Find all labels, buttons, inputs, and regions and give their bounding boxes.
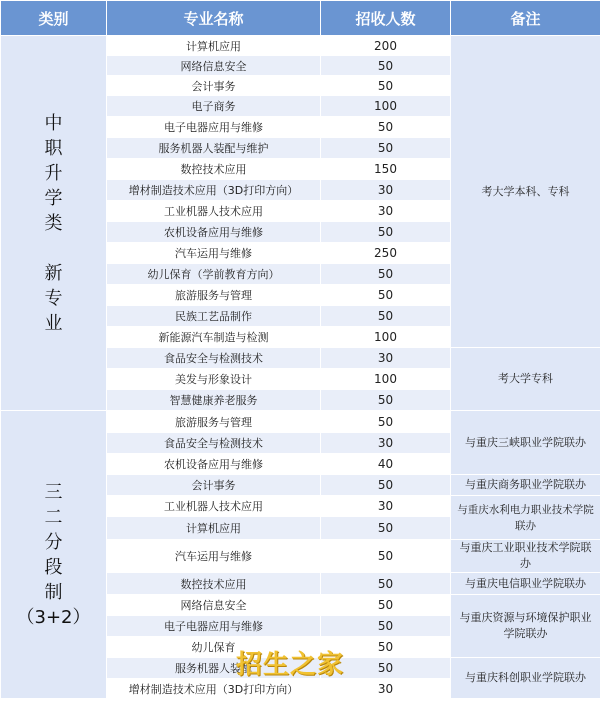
category-char: 中 xyxy=(44,112,63,134)
major-name: 美发与形象设计 xyxy=(107,369,321,390)
enrollment-count: 100 xyxy=(321,96,451,117)
major-name: 智慧健康养老服务 xyxy=(107,390,321,411)
enrollment-count: 50 xyxy=(321,595,451,616)
category-char: 三 xyxy=(44,481,63,503)
category-char: 业 xyxy=(44,312,63,334)
watermark-logo: 招生之家 xyxy=(236,650,345,680)
major-name: 幼儿保育 xyxy=(107,637,321,658)
enrollment-count: 30 xyxy=(321,180,451,201)
category-char: 类 xyxy=(44,212,63,234)
major-name: 会计事务 xyxy=(107,475,321,496)
enrollment-count: 30 xyxy=(321,433,451,454)
category-char: 制 xyxy=(44,581,63,603)
major-name: 增材制造技术应用（3D打印方向） xyxy=(107,679,321,699)
category-char: 专 xyxy=(44,287,63,309)
major-name: 数控技术应用 xyxy=(107,573,321,595)
category-cell xyxy=(1,411,107,699)
enrollment-count: 50 xyxy=(321,138,451,159)
major-name: 工业机器人技术应用 xyxy=(107,496,321,517)
header-row xyxy=(1,1,600,36)
major-name: 电子电器应用与维修 xyxy=(107,616,321,637)
major-name: 汽车运用与维修 xyxy=(107,243,321,264)
category-char: 段 xyxy=(44,556,63,578)
major-name: 电子电器应用与维修 xyxy=(107,117,321,138)
major-name: 民族工艺品制作 xyxy=(107,306,321,327)
enrollment-count: 50 xyxy=(321,637,451,658)
category-char: 升 xyxy=(44,162,63,184)
enrollment-count: 30 xyxy=(321,679,451,699)
header-notes: 备注 xyxy=(451,1,600,36)
major-name: 计算机应用 xyxy=(107,36,321,56)
category-char: （3+2） xyxy=(16,606,91,628)
header-category: 类别 xyxy=(1,1,107,36)
enrollment-count: 50 xyxy=(321,411,451,433)
notes-cell: 与重庆商务职业学院联办 xyxy=(451,475,600,496)
enrollment-count: 50 xyxy=(321,540,451,573)
major-name: 旅游服务与管理 xyxy=(107,285,321,306)
major-name: 旅游服务与管理 xyxy=(107,411,321,433)
major-name: 服务机器人装配 xyxy=(107,658,321,679)
enrollment-count: 50 xyxy=(321,56,451,76)
major-name: 农机设备应用与维修 xyxy=(107,454,321,475)
table-row xyxy=(1,411,600,433)
enrollment-count: 30 xyxy=(321,496,451,517)
major-name: 幼儿保育（学前教育方向） xyxy=(107,264,321,285)
enrollment-count: 150 xyxy=(321,159,451,180)
major-name: 农机设备应用与维修 xyxy=(107,222,321,243)
table-row xyxy=(1,36,600,56)
header-count: 招收人数 xyxy=(321,1,451,36)
major-name: 网络信息安全 xyxy=(107,56,321,76)
enrollment-count: 100 xyxy=(321,327,451,348)
enrollment-count: 50 xyxy=(321,285,451,306)
enrollment-count: 50 xyxy=(321,475,451,496)
enrollment-count: 200 xyxy=(321,36,451,56)
category-char: 二 xyxy=(44,506,63,528)
major-name: 工业机器人技术应用 xyxy=(107,201,321,222)
enrollment-count: 50 xyxy=(321,76,451,96)
header-major: 专业名称 xyxy=(107,1,321,36)
enrollment-count: 50 xyxy=(321,264,451,285)
notes-cell: 考大学专科 xyxy=(451,348,600,411)
category-cell xyxy=(1,36,107,411)
category-char: 职 xyxy=(44,137,63,159)
notes-cell: 与重庆工业职业技术学院联办 xyxy=(451,540,600,573)
notes-cell: 与重庆电信职业学院联办 xyxy=(451,573,600,595)
category-char: 新 xyxy=(44,262,63,284)
table-body xyxy=(1,36,600,699)
category-char: 学 xyxy=(44,187,63,209)
notes-cell: 考大学本科、专科 xyxy=(451,36,600,348)
enrollment-count: 50 xyxy=(321,616,451,637)
notes-cell: 与重庆资源与环境保护职业学院联办 xyxy=(451,595,600,658)
major-name: 食品安全与检测技术 xyxy=(107,433,321,454)
enrollment-count: 30 xyxy=(321,348,451,369)
enrollment-count: 50 xyxy=(321,222,451,243)
major-name: 新能源汽车制造与检测 xyxy=(107,327,321,348)
major-name: 会计事务 xyxy=(107,76,321,96)
notes-cell: 与重庆科创职业学院联办 xyxy=(451,658,600,699)
category-char: 分 xyxy=(44,531,63,553)
major-name: 计算机应用 xyxy=(107,517,321,540)
category-char xyxy=(1,236,106,261)
major-name: 增材制造技术应用（3D打印方向） xyxy=(107,180,321,201)
enrollment-count: 50 xyxy=(321,390,451,411)
enrollment-count: 50 xyxy=(321,658,451,679)
enrollment-count: 40 xyxy=(321,454,451,475)
enrollment-count: 50 xyxy=(321,573,451,595)
major-name: 网络信息安全 xyxy=(107,595,321,616)
major-name: 汽车运用与维修 xyxy=(107,540,321,573)
notes-cell: 与重庆三峡职业学院联办 xyxy=(451,411,600,475)
enrollment-count: 30 xyxy=(321,201,451,222)
major-name: 服务机器人装配与维护 xyxy=(107,138,321,159)
major-name: 数控技术应用 xyxy=(107,159,321,180)
enrollment-count: 50 xyxy=(321,306,451,327)
enrollment-count: 100 xyxy=(321,369,451,390)
enrollment-count: 50 xyxy=(321,517,451,540)
major-name: 食品安全与检测技术 xyxy=(107,348,321,369)
major-name: 电子商务 xyxy=(107,96,321,117)
notes-cell: 与重庆水利电力职业技术学院联办 xyxy=(451,496,600,540)
enrollment-count: 50 xyxy=(321,117,451,138)
enrollment-count: 250 xyxy=(321,243,451,264)
